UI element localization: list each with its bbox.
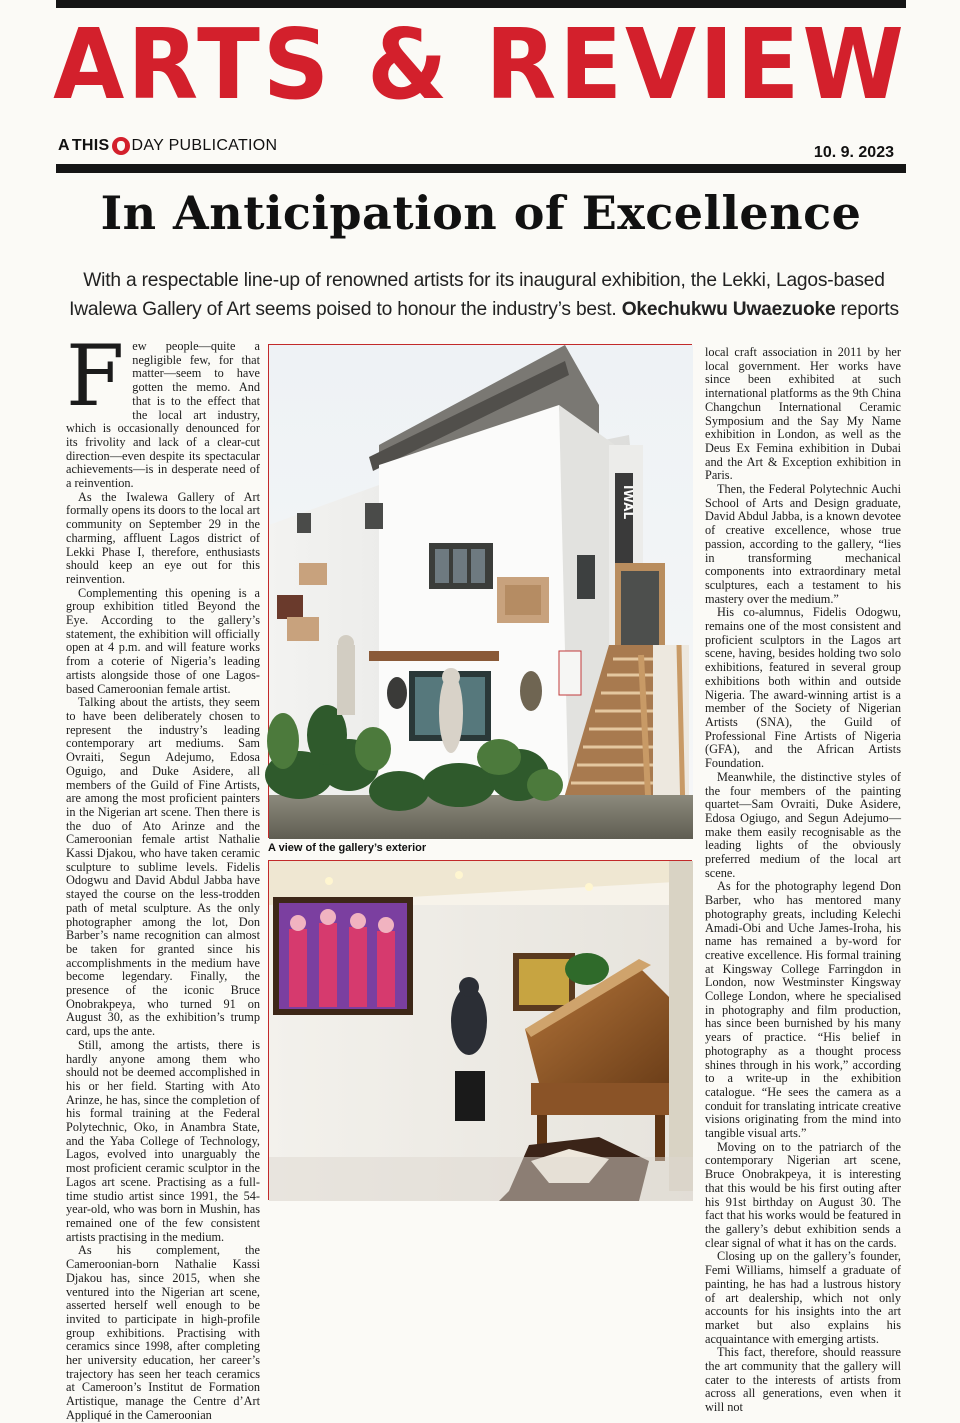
paragraph: As the Iwalewa Gallery of Art formally opens its doors to the local art community on September 29 in the charming, affluent Lagos district of Lekki Phase I, therefore, enthusiasts should keep an eye out for this reinvention. [66,489,260,586]
paragraph: Still, among the artists, there is hardly anyone among them who should not be deemed accomplished in his or her field. Starting with Ato Arinze, he has, since the completion of his formal training at the Federal Polytechnic, Oko, in Anambra State, and the Yaba College of Technology, Lagos, evolved into unarguably the most proficient ceramic sculptor in the Lagos art scene. Practising as a full-time studio artist since 1991, the 54-year-old, who was born in Mushin, has remained one of the few consistent artists practising in the medium. [66,1037,260,1244]
drop-cap: F [66,327,125,425]
paragraph: local craft association in 2011 by her local government. Her works have since been exhibited at such international platforms as the 9th China Changchun International Ceramic Symposium and the Say My Name exhibition in London, as well as the Deus Ex Femina exhibition in Dubai and the Art & Exception exhibition in Paris. [705,345,901,483]
byline-author: Okechukwu Uwaezuoke [621,299,836,320]
publication-line [58,136,277,156]
paragraph: As for the photography legend Don Barber, who has mentored many photography greats, including Kelechi Amadi-Obi and Uche James-Iroha, his name has remained a by-word for creative excellence. His formal training at Kingsway College Farringdon in London, now Westminster Kingsway College London, where he specialised in photography and film production, has since been burnished by his many years of practice. “His belief in photography as a thought process shines through in his work,” according to a write-up in the exhibition catalogue. “He sees the camera as a conduit for translating intricate creative visions originating from the mind into tangible visual arts.” [705,879,901,1141]
gallery-exterior-photo [268,344,692,838]
publication-prefix: A [58,137,70,154]
masthead-title: ARTS & REVIEW [53,8,907,122]
paragraph: Moving on to the patriarch of the contemporary Nigerian art scene, Bruce Onobrakpeya, it is interesting that this would be his first outing after his 91st birthday on August 30. The fact that his works would be featured in the gallery’s debut exhibition sends a clear signal of what it has on the cards. [705,1139,901,1250]
gallery-interior-illustration [269,861,693,1201]
building-sign: IWAL [621,485,635,520]
thisday-logo-icon [112,137,130,155]
paragraph: This fact, therefore, should reassure the art community that the gallery will cater to the interests of artists from across all generations, even when it will not [705,1345,901,1415]
paragraph: Few people—quite a negligible few, for that matter—seem to have gotten the memo. And that is to the effect that the local art industry, which is occasionally denounced for its frivolity and lack of a clear-cut direction—even despite its spectacular achievements—is in desperate need of a reinvention. [66,327,260,491]
paragraph: As his complement, the Cameroonian-born Nathalie Kassi Djakou has, since 2015, when she ventured into the Nigerian art scene, asserted herself well enough to be invited to participate in high-profile group exhibitions. Practising with ceramics since 1998, after completing her university education, her career’s trajectory has seen her teach ceramics at Cameroon’s Institut de Formation Artistique, manage the Centre d’Art Appliqué in the Cameroonian [66,1243,260,1422]
publication-name: DAY PUBLICATION [131,137,278,154]
article-column-left [66,327,260,1422]
photo-caption: A view of the gallery’s exterior [268,842,427,854]
gallery-interior-photo [268,860,692,1200]
paragraph: Talking about the artists, they seem to have been deliberately chosen to represent the industry’s leading contemporary art mediums. Sam Ovraiti, Segun Adejumo, Edosa Oguigo, and Duke Asidere, all members of the Guild of Fine Artists, are among the most proficient painters in the Nigerian art scene. Then there is the duo of Ato Arinze and the Cameroonian female artist Nathalie Kassi Djakou, who have taken ceramic sculpture to sublime levels. Fidelis Odogwu and David Abdul Jabba have stayed the course on the less-trodden path of metal sculpture. As the only photographer among the lot, Don Barber’s name recognition can almost be taken for granted since his accomplishments in the medium have become legendary. Finally, the presence of the iconic Bruce Onobrakpeya, who turned 91 on August 30, as the exhibition’s trump card, ups the ante. [66,695,260,1039]
paragraph: Complementing this opening is a group exhibition titled Beyond the Eye. According to the gallery’s statement, the exhibition will officially open at 4 p.m. and will feature works from a coterie of Nigeria’s leading artists alongside those of one Lagos-based Cameroonian female artist. [66,585,260,696]
paragraph: Closing up on the gallery’s founder, Femi Williams, himself a graduate of painting, he has had a lustrous history of art dealership, which not only accounts for his insights into the art market but also explains his acquaintance with emerging artists. [705,1249,901,1346]
article-column-right [705,345,901,1415]
paragraph: Meanwhile, the distinctive styles of the four members of the painting quartet—Sam Ovraiti, Duke Asidere, Edosa Ogiugo, and Segun Adejumo—make them easily recognisable as the leading lights of the obviously preferred medium of the local art scene. [705,769,901,880]
paragraph: Then, the Federal Polytechnic Auchi School of Arts and Design graduate, David Abdul Jabba, is a known devotee of creative excellence, whose true passion, according to the gallery, “lies in transforming mechanical components into extraordinary metal sculptures, each a testament to his mastery over the medium.” [705,482,901,606]
issue-date: 10. 9. 2023 [813,144,894,161]
byline-suffix: reports [835,299,899,320]
masthead-rule [56,164,906,173]
gallery-exterior-illustration [269,345,693,839]
paragraph: His co-alumnus, Fidelis Odogwu, remains one of the most consistent and proficient sculptors in the Lagos art scene, having, besides holding two solo exhibitions, featured in several group exhibitions both within and outside Nigeria. The award-winning artist is a member of the Society of Nigerian Artists (SNA), the Guild of Professional Fine Artists of Nigeria (GFA), and the African Artists Foundation. [705,605,901,771]
article-headline: In Anticipation of Excellence [100,186,862,240]
article-standfirst [56,266,912,324]
standfirst-text: With a respectable line-up of renowned artists for its inaugural exhibition, the Lekki, Lagos-based Iwalewa Gallery of Art seems poised to honour the industry’s best. [69,270,885,320]
publication-this: THIS [71,137,110,154]
